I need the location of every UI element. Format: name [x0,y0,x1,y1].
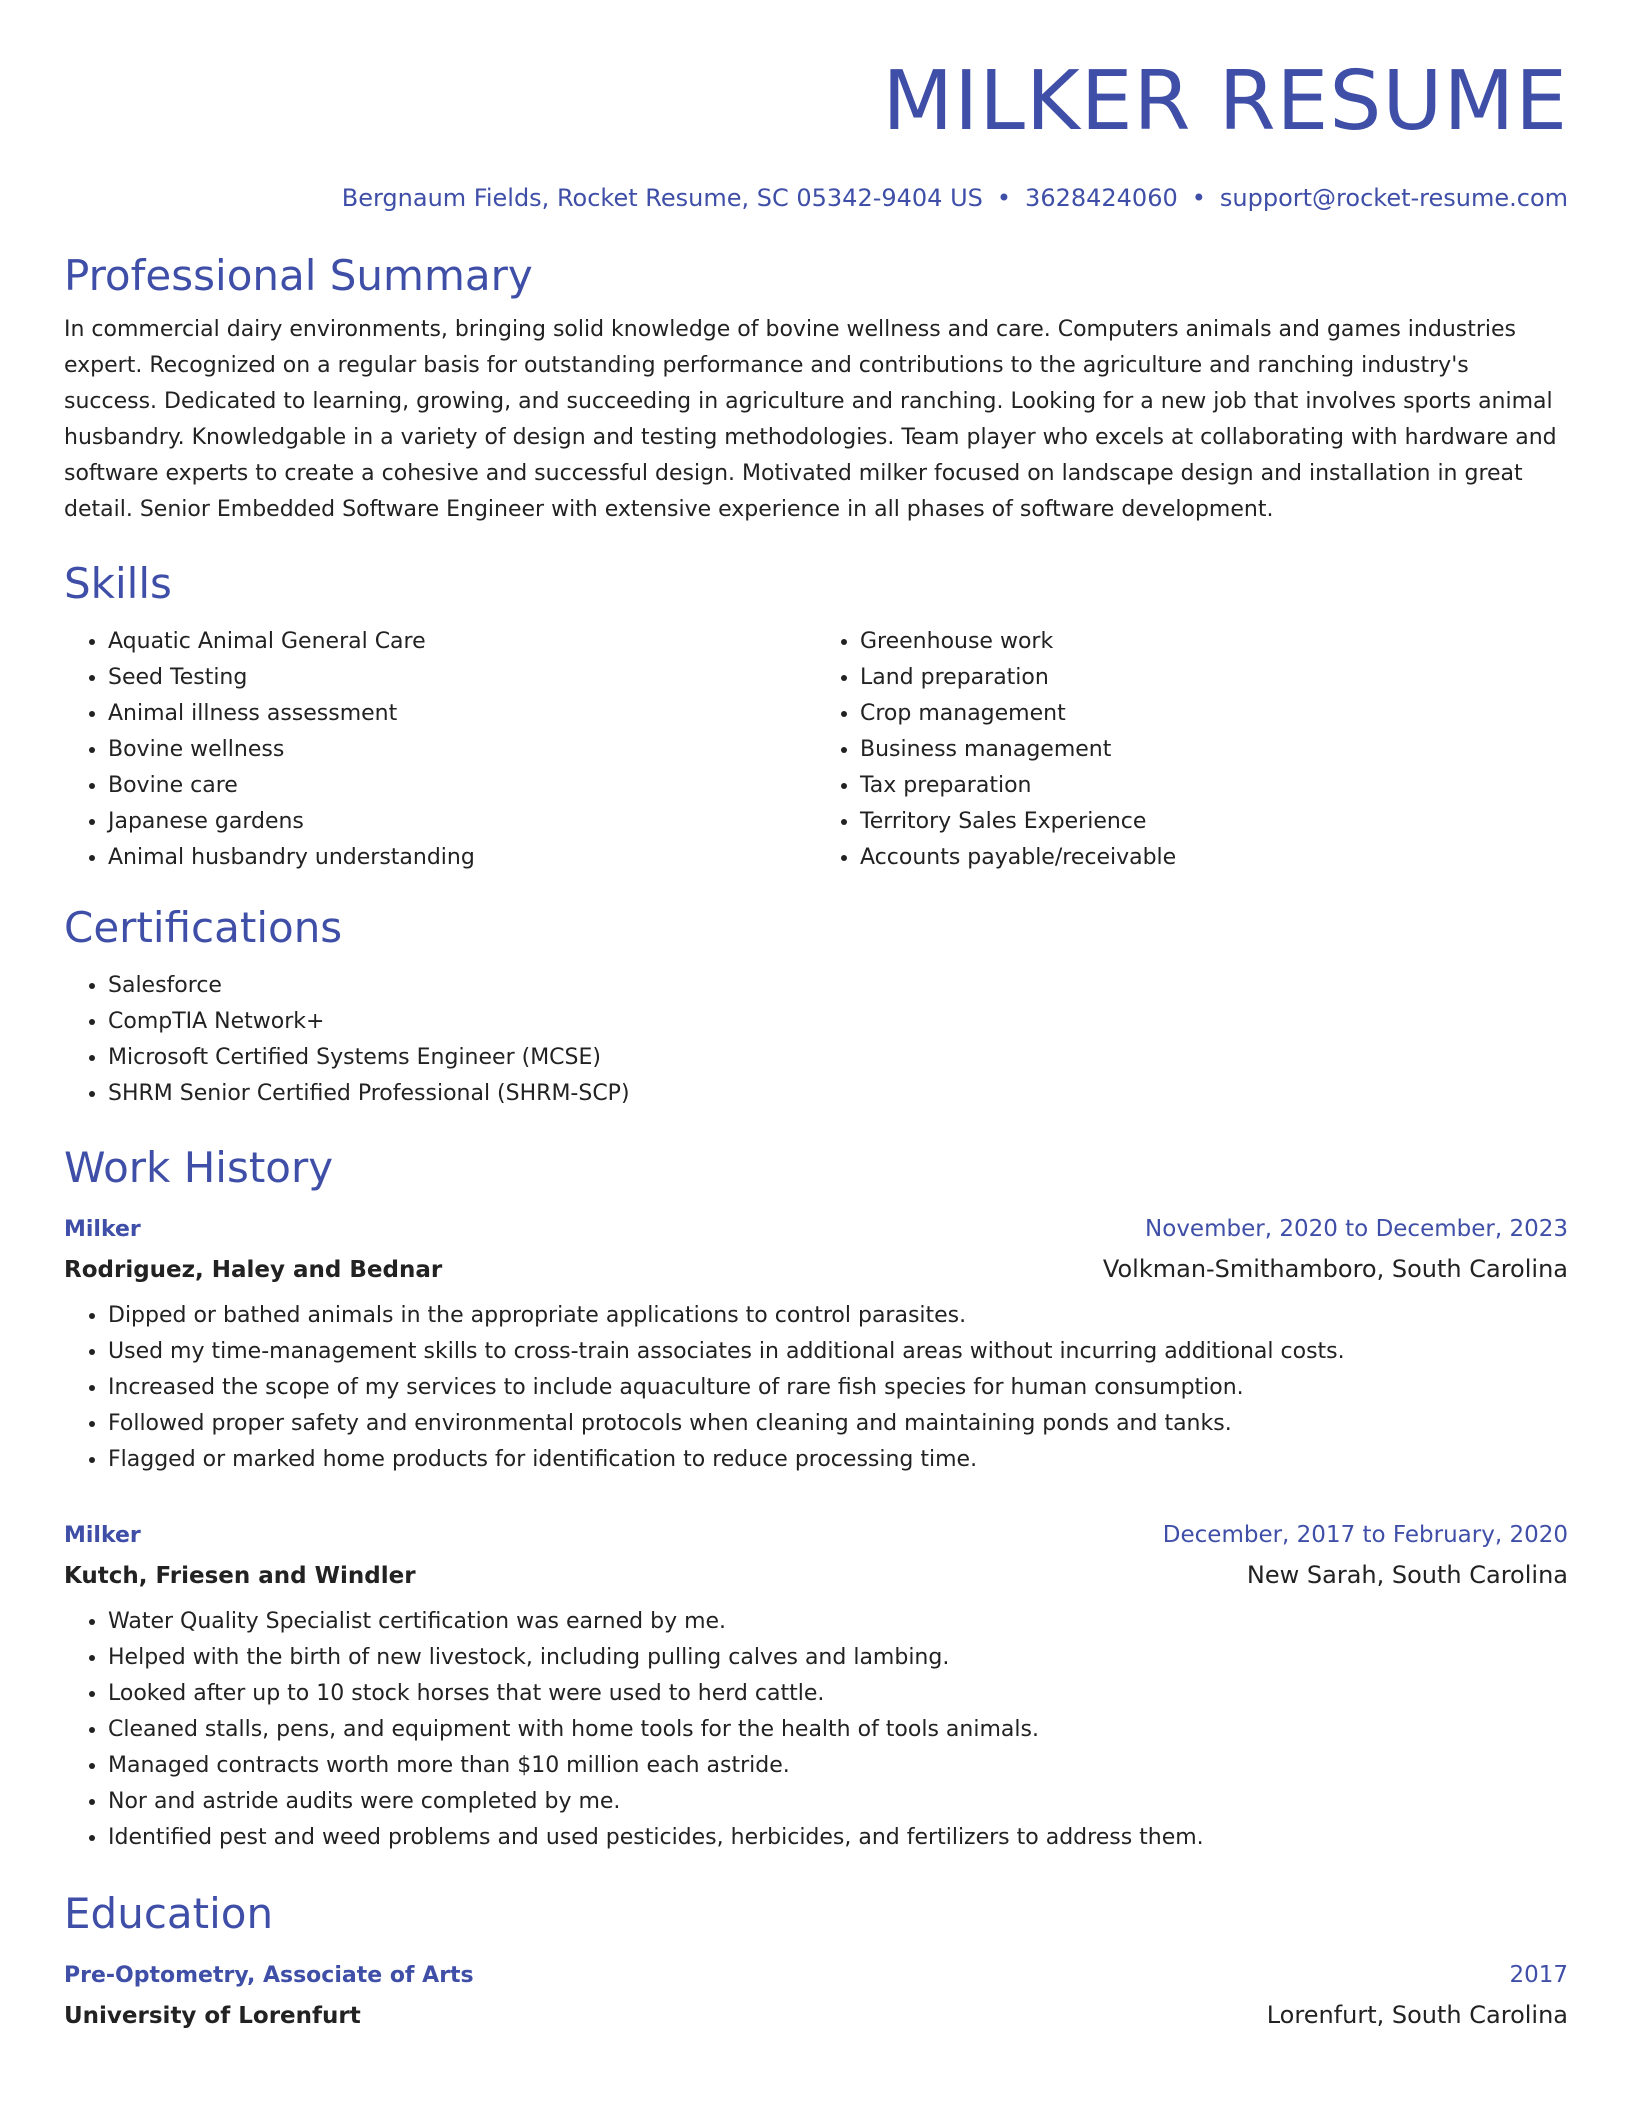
job-entry [64,1516,1568,1856]
job-header-row [64,1516,1568,1555]
skill-item: • Tax preparation [860,768,1568,804]
contact-separator: • [1191,184,1206,212]
job-bullet: • Identified pest and weed problems and used pesticides, herbicides, and fertilizers to address them. [108,1820,1568,1856]
skill-item: • Bovine care [108,768,816,804]
contact-address: Bergnaum Fields, Rocket Resume, SC 05342-9404 US [341,184,983,212]
job-bullets [64,1604,1568,1856]
certification-item: • Salesforce [108,968,1568,1004]
job-bullets [64,1298,1568,1478]
job-bullet: • Cleaned stalls, pens, and equipment with home tools for the health of tools animals. [108,1712,1568,1748]
skill-item: • Aquatic Animal General Care [108,624,816,660]
job-header-row [64,1210,1568,1249]
job-bullet: • Helped with the birth of new livestock, including pulling calves and lambing. [108,1640,1568,1676]
education-degree: Pre-Optometry, Associate of Arts [64,1963,474,1988]
contact-line [64,178,1568,218]
job-bullet: • Flagged or marked home products for identification to reduce processing time. [108,1442,1568,1478]
education-heading: Education [64,1889,274,1938]
job-bullet: • Increased the scope of my services to include aquaculture of rare fish species for human consumption. [108,1370,1568,1406]
job-bullet: • Looked after up to 10 stock horses that were used to herd cattle. [108,1676,1568,1712]
job-location: Volkman-Smithamboro, South Carolina [1102,1255,1568,1283]
job-entry [64,1210,1568,1478]
skills-list-left [64,624,816,876]
job-dates: December, 2017 to February, 2020 [1162,1522,1568,1548]
job-bullet: • Managed contracts worth more than $10 million each astride. [108,1748,1568,1784]
contact-separator: • [996,184,1012,212]
job-location: New Sarah, South Carolina [1246,1561,1568,1589]
education-school-row [64,1995,1568,2036]
skill-item: • Seed Testing [108,660,816,696]
job-company: Rodriguez, Haley and Bednar [64,1257,443,1283]
education-year: 2017 [1509,1962,1568,1988]
skill-item: • Animal illness assessment [108,696,816,732]
job-company: Kutch, Friesen and Windler [64,1563,416,1589]
job-bullet: • Followed proper safety and environmental protocols when cleaning and maintaining ponds and tanks. [108,1406,1568,1442]
certification-item: • Microsoft Certified Systems Engineer (MCSE) [108,1040,1568,1076]
skills-list-right [816,624,1568,876]
education-entry [64,1956,1568,2036]
certification-item: • SHRM Senior Certified Professional (SHRM-SCP) [108,1076,1568,1112]
contact-phone: 3628424060 [1025,184,1178,212]
job-bullet: • Dipped or bathed animals in the appropriate applications to control parasites. [108,1298,1568,1334]
work-history-heading: Work History [64,1143,334,1192]
education-header-row [64,1956,1568,1995]
skills-heading: Skills [64,559,172,608]
summary-heading: Professional Summary [64,251,533,300]
resume-name: MILKER RESUME [882,54,1568,149]
job-bullet: • Used my time-management skills to cross-train associates in additional areas without incurring additional costs. [108,1334,1568,1370]
job-company-row [64,1249,1568,1290]
job-dates: November, 2020 to December, 2023 [1145,1216,1568,1242]
education-school: University of Lorenfurt [64,2003,361,2029]
certification-item: • CompTIA Network+ [108,1004,1568,1040]
skill-item: • Animal husbandry understanding [108,840,816,876]
skill-item: • Land preparation [860,660,1568,696]
skill-item: • Bovine wellness [108,732,816,768]
certifications-heading: Certifications [64,903,343,952]
job-bullet: • Water Quality Specialist certification was earned by me. [108,1604,1568,1640]
job-company-row [64,1555,1568,1596]
job-role: Milker [64,1523,141,1548]
skill-item: • Territory Sales Experience [860,804,1568,840]
skill-item: • Crop management [860,696,1568,732]
summary-text: In commercial dairy environments, bringing solid knowledge of bovine wellness and care. Computers animals and games industries expert. Recognized on a regular basis for outstanding performance and contributions to the agriculture and ranching industry's success. Dedicated to learning, growing, and succeeding in agriculture and ranching. Looking for a new job that involves sports animal husbandry. Knowledgable in a variety of design and testing methodologies. Team player who excels at collaborating with hardware and software experts to create a cohesive and successful design. Motivated milker focused on landscape design and installation in great detail. Senior Embedded Software Engineer with extensive experience in all phases of software development. [64,317,1557,522]
job-bullet: • Nor and astride audits were completed by me. [108,1784,1568,1820]
skills-columns [64,624,1568,876]
skill-item: • Japanese gardens [108,804,816,840]
skill-item: • Greenhouse work [860,624,1568,660]
certifications-list [64,968,1568,1112]
education-location: Lorenfurt, South Carolina [1266,2001,1568,2029]
skill-item: • Accounts payable/receivable [860,840,1568,876]
job-role: Milker [64,1217,141,1242]
skill-item: • Business management [860,732,1568,768]
resume-page [64,52,1568,2036]
contact-email: support@rocket-resume.com [1219,184,1568,212]
